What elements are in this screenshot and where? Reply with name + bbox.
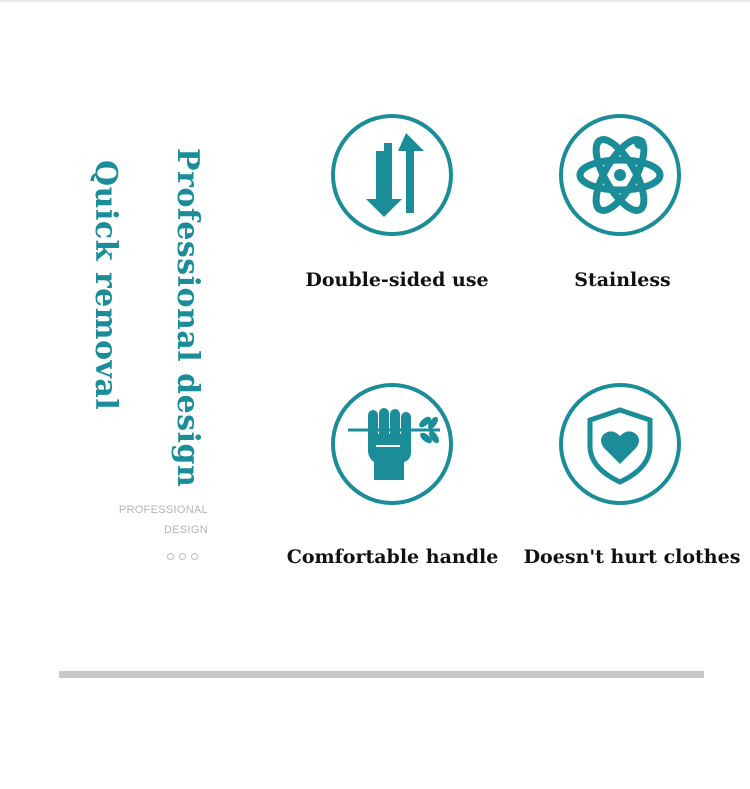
feature-caption-doesnt-hurt-clothes: Doesn't hurt clothes — [523, 546, 741, 568]
professional-design-title: Professional design — [170, 148, 205, 488]
feature-caption-comfortable-handle: Comfortable handle — [286, 546, 499, 568]
pagination-dot[interactable] — [167, 553, 174, 560]
atom-icon — [558, 113, 682, 237]
quick-removal-title: Quick removal — [88, 160, 123, 411]
side-label-line2: DESIGN — [164, 524, 208, 536]
pagination-dots — [167, 553, 198, 560]
side-label-line1: PROFESSIONAL — [118, 504, 208, 516]
shield-heart-icon — [558, 382, 682, 506]
pagination-dot[interactable] — [179, 553, 186, 560]
pagination-dot[interactable] — [191, 553, 198, 560]
feature-caption-double-sided: Double-sided use — [305, 269, 489, 291]
fist-with-branch-icon — [330, 382, 454, 506]
double-arrows-icon — [330, 113, 454, 237]
side-label — [108, 500, 208, 540]
feature-caption-stainless: Stainless — [574, 269, 671, 291]
bottom-divider-bar — [59, 671, 704, 678]
top-divider — [0, 0, 750, 2]
